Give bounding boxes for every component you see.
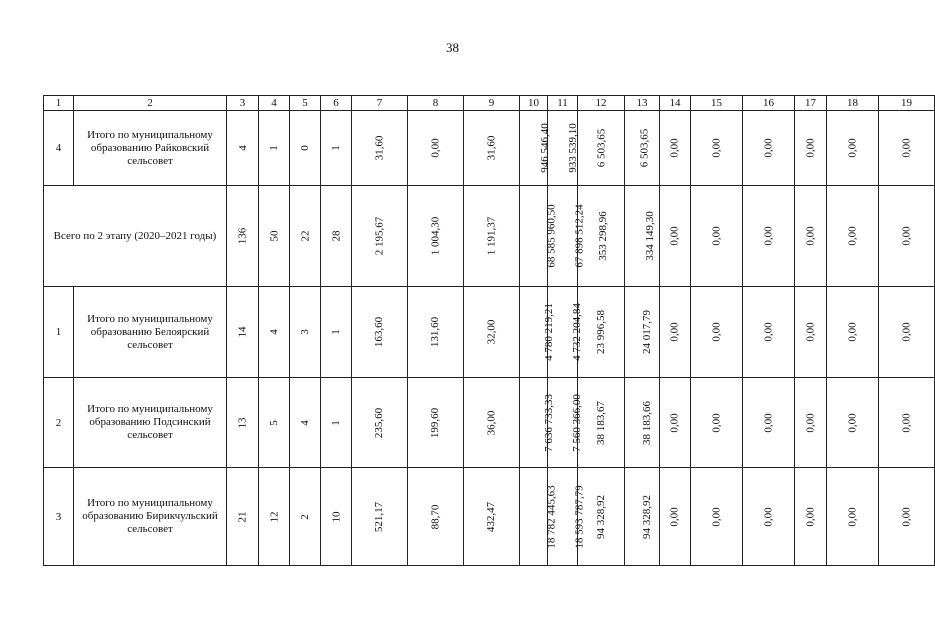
table-cell [227,468,259,566]
cell-value: 1 [330,145,342,151]
cell-value: 353 298,96 [596,211,609,261]
cell-value: 0,00 [710,506,723,527]
cell-value: 0,00 [804,322,817,342]
table-cell [520,186,558,287]
cell-value: 38 183,66 [641,400,653,445]
cell-value: 0,00 [762,138,775,158]
cell-value: 0 [299,145,311,151]
cell-value: 14 [236,326,249,338]
cell-value: 199,60 [429,407,442,438]
cell-value: 4 732 204,84 [570,303,583,361]
cell-value: 10 [330,511,342,522]
table-cell [520,378,555,468]
cell-value: 0,00 [804,226,817,246]
row-label: Итого по муниципальному образованию Белоярский сельсовет [74,287,227,378]
cell-value: 13 [236,417,249,428]
cell-value: 946 546,40 [538,123,551,173]
row-number: 4 [44,111,74,186]
table-cell [827,468,879,566]
cell-value: 22 [299,230,311,242]
cell-value: 5 [268,419,280,426]
column-header: 15 [691,96,743,111]
cell-value: 0,00 [669,506,681,527]
table-cell [795,378,827,468]
column-header: 19 [879,96,935,111]
cell-value: 24 017,79 [641,310,653,354]
table-cell [879,378,935,468]
table-cell [691,287,743,378]
table-cell [290,287,321,378]
table-cell [578,287,625,378]
table-cell [290,111,321,186]
cell-value: 4 [268,329,280,335]
table-body [44,96,935,566]
table-cell [227,287,259,378]
column-header: 11 [548,96,578,111]
cell-value: 36,00 [485,410,498,435]
table-cell [691,468,743,566]
cell-value: 4 [299,419,311,426]
table-cell [795,468,827,566]
cell-value: 1 191,37 [485,216,498,256]
table-cell [660,111,691,186]
cell-value: 18 593 787,79 [573,484,586,549]
cell-value: 68 585 960,50 [545,204,558,268]
cell-value: 0,00 [804,138,817,158]
table-cell [660,468,691,566]
column-header: 7 [352,96,408,111]
cell-value: 1 004,30 [429,216,442,256]
header-row [44,96,935,111]
cell-value: 0,00 [710,322,723,342]
cell-value: 0,00 [900,322,913,342]
cell-value: 136 [236,227,249,245]
table-cell [520,287,555,378]
cell-value: 32,00 [485,319,498,345]
table-row [44,468,935,566]
table-cell [743,287,795,378]
table-cell [464,186,520,287]
table-cell [520,468,558,566]
cell-value: 0,00 [669,138,681,158]
cell-value: 7 636 733,33 [542,393,555,452]
cell-value: 0,00 [669,322,681,342]
cell-value: 235,60 [373,407,386,438]
table-cell [625,468,660,566]
cell-value: 4 [236,145,249,151]
page-number: 38 [446,40,459,55]
table-cell [660,186,691,287]
cell-value: 0,00 [846,322,859,342]
cell-value: 31,60 [485,135,498,161]
column-header: 13 [625,96,660,111]
cell-value: 28 [330,230,342,242]
cell-value: 67 898 512,24 [573,204,586,268]
table-cell [879,468,935,566]
table-cell [625,111,660,186]
cell-value: 0,00 [762,506,775,527]
table-cell [352,287,408,378]
cell-value: 6 503,65 [638,128,651,168]
cell-value: 0,00 [762,322,775,342]
table-cell [795,186,827,287]
table-cell [290,186,321,287]
table-cell [259,468,290,566]
row-label: Итого по муниципальному образованию Райковский сельсовет [74,111,227,186]
table-cell [464,287,520,378]
table-cell [827,186,879,287]
column-header: 10 [520,96,548,111]
table-row [44,378,935,468]
column-header: 2 [74,96,227,111]
table-cell [827,111,879,186]
table-cell [227,186,259,287]
table-cell [408,287,464,378]
table-cell [259,111,290,186]
cell-value: 0,00 [762,412,775,433]
cell-value: 7 560 366,00 [570,393,583,452]
cell-value: 432,47 [485,501,498,532]
table-cell [743,378,795,468]
cell-value: 0,00 [900,412,913,433]
column-header: 12 [578,96,625,111]
table-cell [321,186,352,287]
cell-value: 334 149,30 [643,211,656,261]
cell-value: 0,00 [846,506,859,527]
table-cell [259,378,290,468]
table-cell [625,287,660,378]
table-cell [879,186,935,287]
table-cell [464,111,520,186]
cell-value: 0,00 [710,138,723,158]
column-header: 9 [464,96,520,111]
cell-value: 18 782 445,63 [545,484,558,549]
cell-value: 21 [236,511,249,522]
table-cell [290,378,321,468]
cell-value: 0,00 [762,226,775,246]
cell-value: 163,60 [373,316,386,348]
column-header: 5 [290,96,321,111]
table-cell [259,287,290,378]
column-header: 17 [795,96,827,111]
cell-value: 0,00 [710,226,723,246]
cell-value: 131,60 [429,316,442,348]
cell-value: 0,00 [846,138,859,158]
cell-value: 521,17 [373,501,386,532]
cell-value: 0,00 [804,506,817,527]
column-header: 8 [408,96,464,111]
table-cell [743,186,795,287]
column-header: 3 [227,96,259,111]
column-header: 14 [660,96,691,111]
cell-value: 0,00 [669,226,681,246]
table-cell [691,378,743,468]
table-cell [691,186,743,287]
cell-value: 2 195,67 [373,216,386,256]
table-cell [795,111,827,186]
cell-value: 23 996,58 [595,310,607,354]
column-header: 4 [259,96,290,111]
table-cell [352,111,408,186]
column-header: 18 [827,96,879,111]
table-cell [352,468,408,566]
table-cell [743,111,795,186]
row-number: 2 [44,378,74,468]
cell-value: 0,00 [900,226,913,246]
table-cell [259,186,290,287]
table-cell [879,111,935,186]
cell-value: 0,00 [710,412,723,433]
cell-value: 2 [299,513,311,520]
table-cell [321,378,352,468]
cell-value: 0,00 [846,226,859,246]
cell-value: 38 183,67 [595,400,607,445]
row-label: Всего по 2 этапу (2020–2021 годы) [44,186,227,287]
cell-value: 0,00 [429,138,442,158]
cell-value: 3 [299,329,311,335]
cell-value: 50 [268,230,280,242]
table-cell [827,378,879,468]
column-header: 1 [44,96,74,111]
table-cell [464,468,520,566]
table-cell [464,378,520,468]
table-cell [743,468,795,566]
cell-value: 0,00 [804,412,817,433]
row-number: 3 [44,468,74,566]
column-header: 6 [321,96,352,111]
table-cell [691,111,743,186]
cell-value: 12 [268,511,280,522]
cell-value: 1 [330,329,342,335]
table-cell [352,378,408,468]
table-cell [548,111,578,186]
cell-value: 4 780 219,21 [542,303,555,361]
table-cell [578,378,625,468]
table-cell [408,378,464,468]
row-number: 1 [44,287,74,378]
column-header: 16 [743,96,795,111]
table-cell [227,111,259,186]
table-cell [625,186,660,287]
table-cell [352,186,408,287]
table-cell [520,111,551,186]
table-cell [578,111,625,186]
table-cell [795,287,827,378]
cell-value: 31,60 [373,135,386,161]
table-row [44,111,935,186]
table-cell [408,468,464,566]
table-cell [879,287,935,378]
table-cell [321,111,352,186]
row-label: Итого по муниципальному образованию Подсинский сельсовет [74,378,227,468]
table-cell [408,186,464,287]
table-cell [660,378,691,468]
table-cell [408,111,464,186]
cell-value: 1 [330,419,342,426]
cell-value: 1 [268,145,280,151]
table-row [44,186,935,287]
cell-value: 6 503,65 [595,128,607,168]
cell-value: 933 539,10 [566,123,579,173]
table-cell [321,468,352,566]
table-cell [827,287,879,378]
table-cell [625,378,660,468]
cell-value: 0,00 [900,506,913,527]
table-row [44,287,935,378]
table-cell [321,287,352,378]
cell-value: 0,00 [900,138,913,158]
cell-value: 88,70 [429,504,442,529]
table-cell [227,378,259,468]
cell-value: 0,00 [846,412,859,433]
cell-value: 94 328,92 [595,494,607,539]
table-cell [290,468,321,566]
cell-value: 0,00 [669,412,681,433]
data-table [43,95,935,566]
cell-value: 94 328,92 [641,494,653,539]
row-label: Итого по муниципальному образованию Бирикчульский сельсовет [74,468,227,566]
table-cell [660,287,691,378]
